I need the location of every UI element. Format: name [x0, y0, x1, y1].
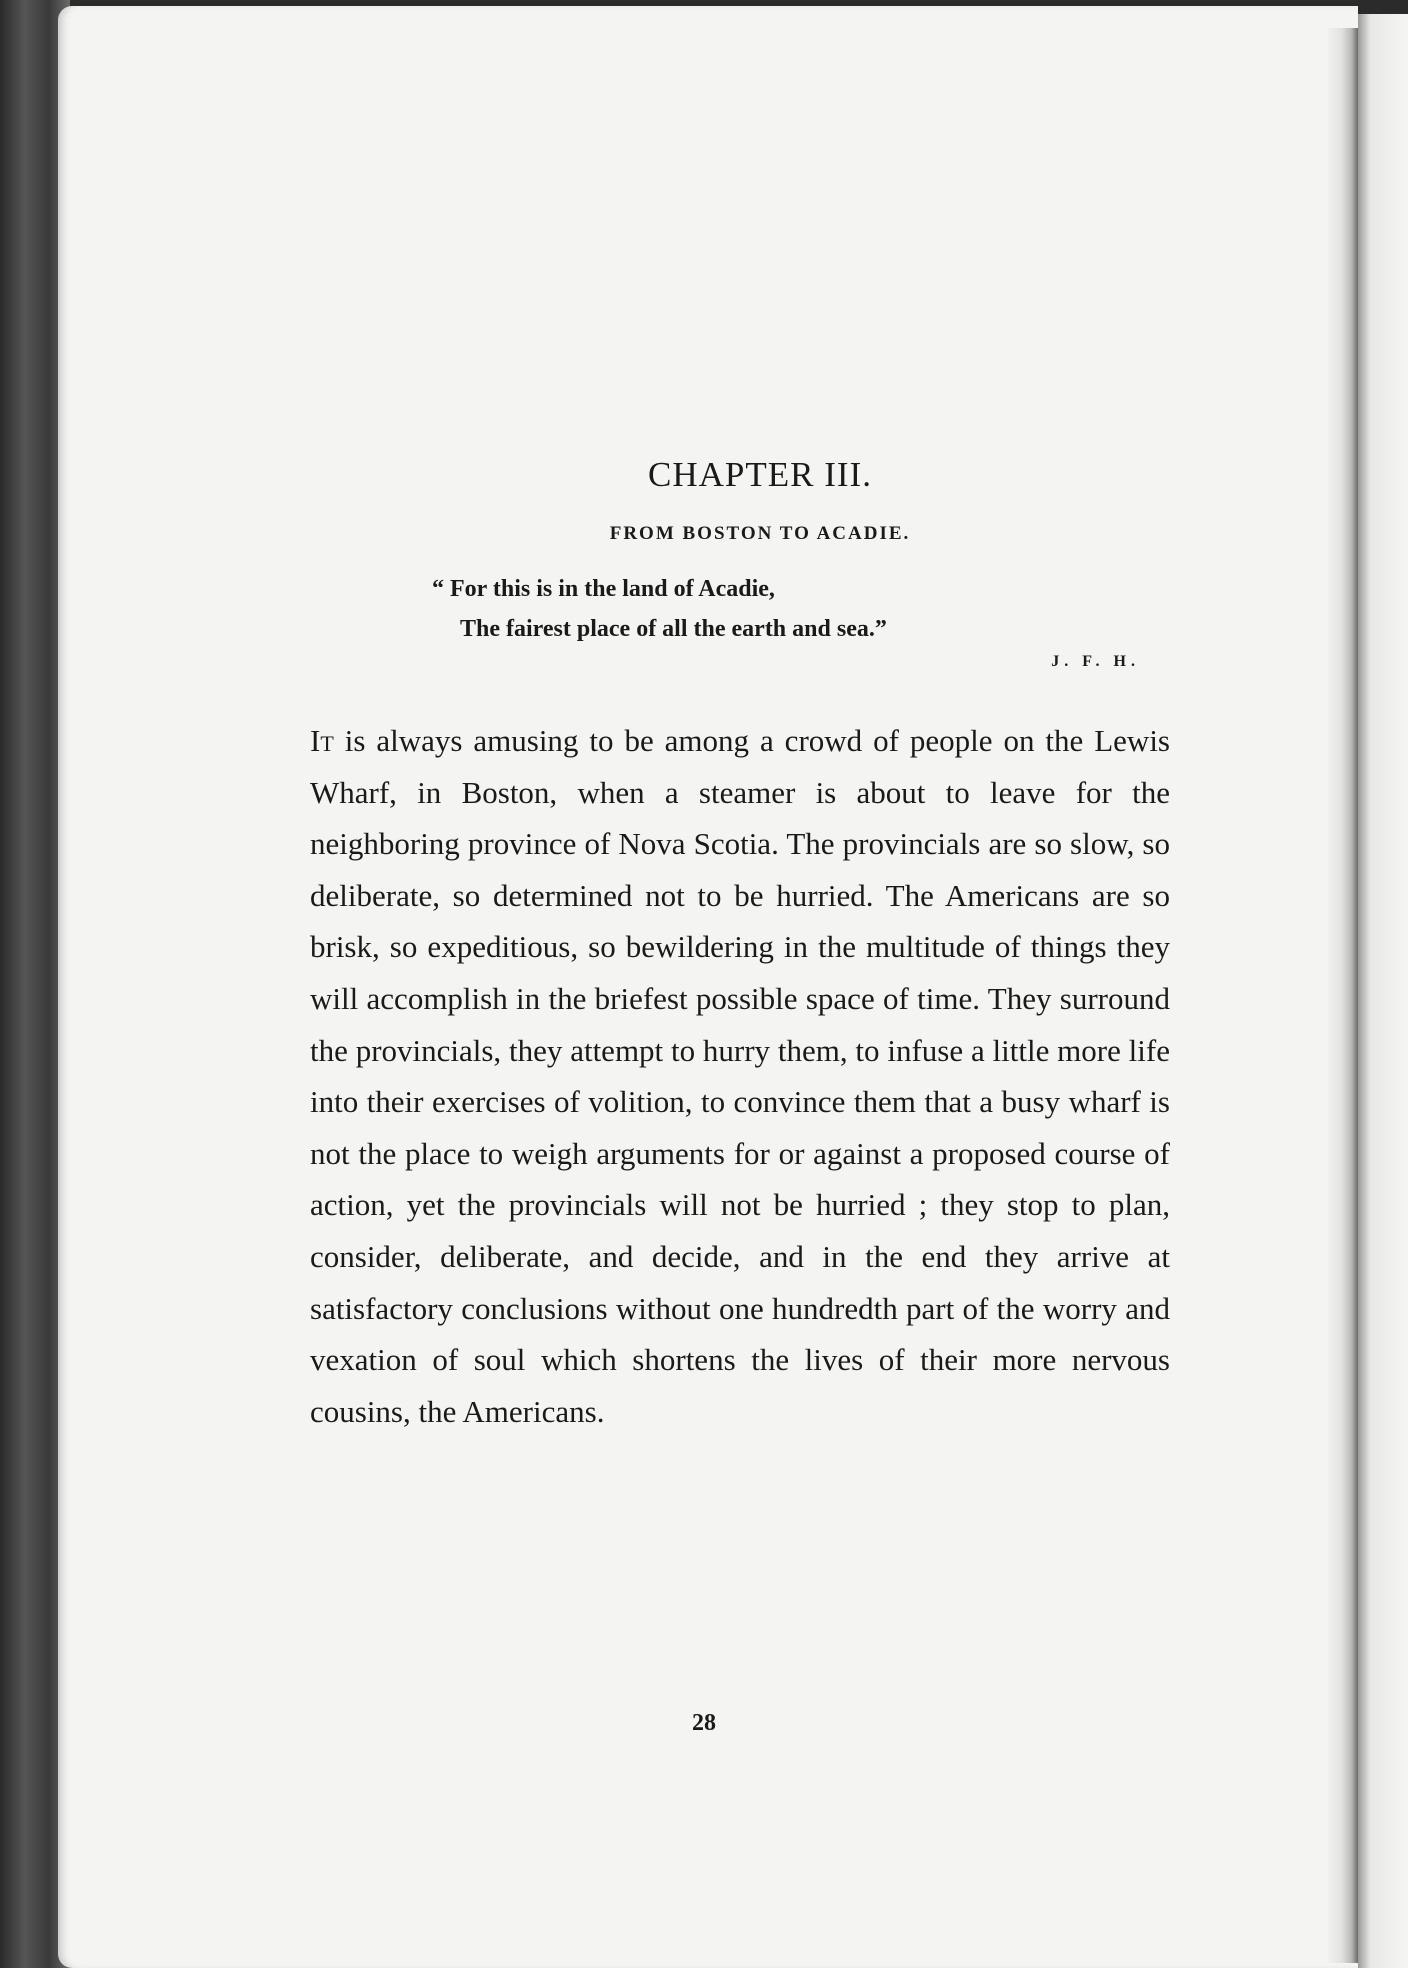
page-content	[310, 455, 1170, 1468]
page-number: 28	[692, 1710, 716, 1736]
chapter-title: CHAPTER III.	[648, 455, 872, 494]
epigraph-line-2: The fairest place of all the earth and sea.”	[460, 616, 887, 642]
page-right-edge	[1328, 28, 1358, 1963]
opening-word: It	[310, 723, 334, 758]
epigraph-line-1: “ For this is in the land of Acadie,	[432, 576, 775, 602]
body-paragraph-text: is always amusing to be among a crowd of people on the Lewis Wharf, in Boston, when a steamer is about to leave for the neighboring province of Nova Scotia. The provincials are so slow, so deliberate, so determined not to be hurried. The Americans are so brisk, so expeditious, so bewildering in the multitude of things they will accomplish in the briefest possible space of time. They surround the provincials, they attempt to hurry them, to infuse a little more life into their exercises of volition, to convince them that a busy wharf is not the place to weigh arguments for or against a proposed course of action, yet the provincials will not be hurried ; they stop to plan, consider, deliberate, and decide, and in the end they arrive at satisfactory conclusions without one hundredth part of the worry and vexation of soul which shortens the lives of their more nervous cousins, the Americans.	[310, 723, 1170, 1429]
epigraph-attribution: J. F. H.	[1051, 653, 1140, 670]
body-paragraph	[310, 715, 1170, 1437]
next-page-edge	[1358, 14, 1408, 1968]
chapter-subtitle: FROM BOSTON TO ACADIE.	[609, 523, 911, 544]
epigraph	[432, 569, 1170, 649]
